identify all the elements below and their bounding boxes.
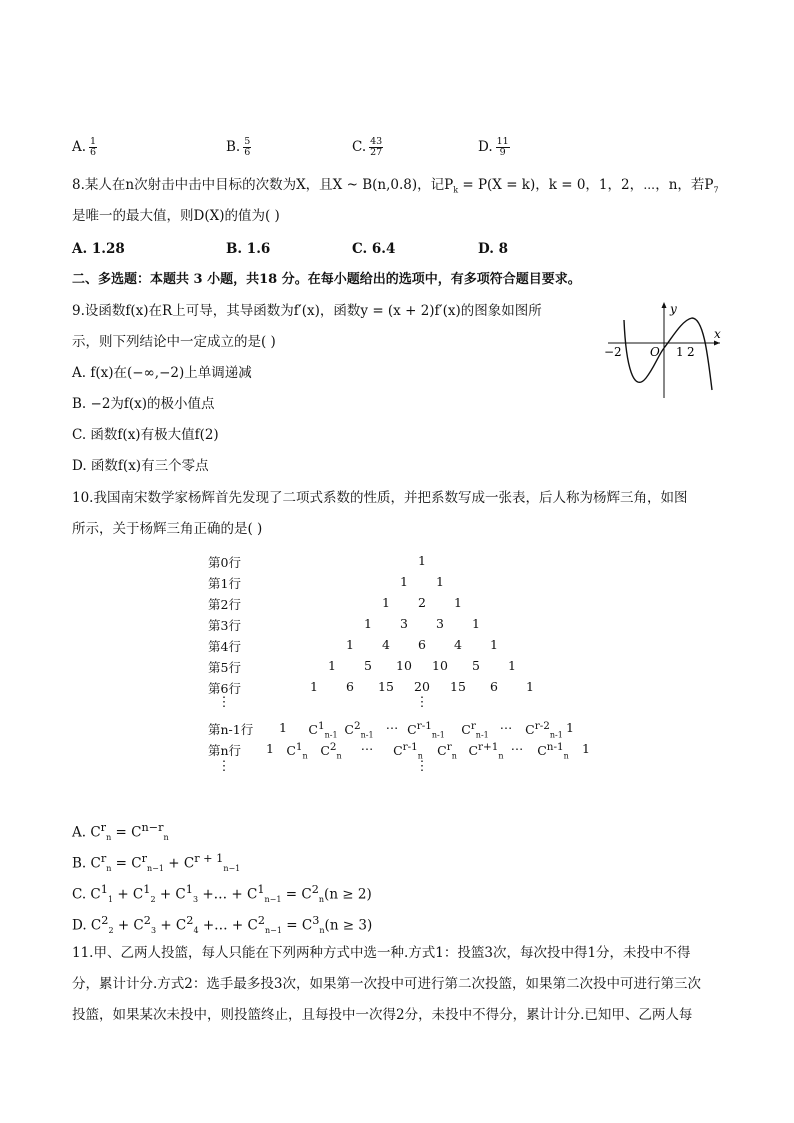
triangle-entry: $C^1_n$ <box>286 741 308 761</box>
q9-function-graph <box>600 298 725 400</box>
triangle-row-label: 第0行 <box>208 555 241 570</box>
triangle-entry: $C^1_{n-1}$ <box>308 720 338 740</box>
triangle-entry: $C^r_{n-1}$ <box>461 720 489 740</box>
numerator: 11 <box>496 136 509 147</box>
numerator: 1 <box>90 136 97 147</box>
tick-label-1: 1 <box>676 345 684 359</box>
vertical-ellipsis: ⋮ <box>415 759 429 774</box>
triangle-entry: 1 <box>364 616 372 631</box>
q9-option-a: A. f(x)在(−∞,−2)上单调递减 <box>72 365 252 381</box>
x-axis-arrow <box>714 341 720 346</box>
q11-stem-line3: 投篮，如果某次未投中，则投篮终止，且每投中一次得2分，未投中不得分，累计计分.已知甲、乙两人每 <box>72 1007 693 1023</box>
triangle-entry: 5 <box>472 658 480 673</box>
triangle-entry: 1 <box>566 720 574 735</box>
triangle-row-label: 第n行 <box>208 743 242 758</box>
triangle-entry: $C^r_n$ <box>437 741 457 761</box>
triangle-row-label: 第3行 <box>208 618 241 633</box>
q8-option-c: C. 6.4 <box>352 241 396 257</box>
q8-option-b: B. 1.6 <box>226 241 271 257</box>
q7-option-b <box>226 137 251 158</box>
triangle-row-label: 第4行 <box>208 639 241 654</box>
triangle-entry: 3 <box>400 616 408 631</box>
fraction <box>243 137 251 158</box>
triangle-entry: 1 <box>508 658 516 673</box>
option-label: B. <box>226 139 241 155</box>
q8-option-a: A. 1.28 <box>72 241 125 257</box>
q10-stem-line1: 10.我国南宋数学家杨辉首先发现了二项式系数的性质，并把系数写成一张表，后人称为杨辉三角，如图 <box>72 490 688 506</box>
triangle-entry: 1 <box>279 720 287 735</box>
section-heading: 二、多选题：本题共 3 小题，共18 分。在每小题给出的选项中，有多项符合题目要求。 <box>72 272 581 287</box>
triangle-entry: ⋯ <box>385 720 399 735</box>
triangle-entry: 4 <box>382 637 390 652</box>
q7-option-c <box>352 137 383 158</box>
denominator: 27 <box>370 147 383 158</box>
triangle-entry: $C^{n-1}_n$ <box>537 741 569 761</box>
triangle-entry: 1 <box>454 595 462 610</box>
q8-stem-line1: 8.某人在n次射击中击中目标的次数为X，且X ~ B(n,0.8)，记$P_k = P(X = k)$，k = 0，1，2，⋯，n，若$P_7$ <box>72 177 719 195</box>
option-label: A. <box>72 139 87 155</box>
triangle-entry: ⋯ <box>510 741 524 756</box>
q11-stem-line1: 11.甲、乙两人投篮，每人只能在下列两种方式中选一种.方式1：投篮3次，每次投中得1分，未投中不得 <box>72 945 691 961</box>
triangle-entry: 1 <box>400 574 408 589</box>
denominator: 6 <box>244 147 251 158</box>
option-label: D. <box>478 139 493 155</box>
triangle-entry: 5 <box>364 658 372 673</box>
q8-option-d: D. 8 <box>478 241 509 257</box>
triangle-entry: $C^{r+1}_n$ <box>468 741 504 761</box>
vertical-ellipsis: ⋮ <box>217 695 231 710</box>
triangle-row-label: 第5行 <box>208 660 241 675</box>
triangle-row-label: 第2行 <box>208 597 241 612</box>
q9-stem-line1: 9.设函数f(x)在R上可导，其导函数为f′(x)，函数y = (x + 2)f′(x)的图象如图所 <box>72 303 542 319</box>
fraction <box>89 137 97 158</box>
curve <box>624 318 712 390</box>
triangle-entry: 4 <box>454 637 462 652</box>
triangle-entry: 1 <box>328 658 336 673</box>
triangle-entry: $C^{r-1}_n$ <box>393 741 423 761</box>
triangle-entry: 1 <box>436 574 444 589</box>
option-label: C. <box>352 139 367 155</box>
vertical-ellipsis: ⋮ <box>415 695 429 710</box>
x-axis-label: x <box>714 327 721 341</box>
triangle-entry: $C^2_{n-1}$ <box>344 720 374 740</box>
tick-label-neg2: −2 <box>604 345 622 359</box>
triangle-entry: $C^2_n$ <box>320 741 342 761</box>
triangle-entry: 20 <box>414 679 430 694</box>
q8-stem-line2: 是唯一的最大值，则D(X)的值为( ) <box>72 208 280 224</box>
triangle-entry: 3 <box>436 616 444 631</box>
triangle-entry: $C^{r-1}_{n-1}$ <box>407 720 445 740</box>
triangle-entry: 1 <box>526 679 534 694</box>
triangle-entry: ⋯ <box>499 720 513 735</box>
y-axis-arrow <box>662 302 667 308</box>
q10-option-d: D. $C^2_2 + C^2_3 + C^2_4$ +… + $C^2_{n-1} = C^3_n(n \ge 3)$ <box>72 914 373 936</box>
y-axis-label: y <box>670 302 677 316</box>
q9-option-c: C. 函数f(x)有极大值f(2) <box>72 427 219 443</box>
tick-label-2: 2 <box>687 345 695 359</box>
fraction <box>496 137 510 158</box>
triangle-entry: 1 <box>582 741 590 756</box>
triangle-entry: 1 <box>472 616 480 631</box>
q10-option-c: C. $C^1_1 + C^1_2 + C^1_3$ +… + $C^1_{n-1} = C^2_n(n \ge 2)$ <box>72 883 372 905</box>
origin-label: O <box>650 345 660 359</box>
triangle-entry: 6 <box>490 679 498 694</box>
triangle-entry: 1 <box>266 741 274 756</box>
triangle-entry: 1 <box>418 553 426 568</box>
triangle-entry: 10 <box>432 658 448 673</box>
denominator: 9 <box>499 147 506 158</box>
triangle-entry: 10 <box>396 658 412 673</box>
vertical-ellipsis: ⋮ <box>217 759 231 774</box>
q10-option-b: B. $C^r_n = C^r_{n-1} + C^{r + 1}_{n-1}$ <box>72 852 241 874</box>
q10-option-a: A. $C^r_n = C^{n-r}_n$ <box>72 821 169 843</box>
q11-stem-line2: 分，累计计分.方式2：选手最多投3次，如果第一次投中可进行第二次投篮，如果第二次投中可进行第三次 <box>72 976 701 992</box>
triangle-entry: 6 <box>346 679 354 694</box>
q9-stem-line2: 示，则下列结论中一定成立的是( ) <box>72 334 276 350</box>
numerator: 5 <box>244 136 251 147</box>
triangle-entry: ⋯ <box>360 741 374 756</box>
triangle-row-label: 第n-1行 <box>208 722 254 737</box>
triangle-entry: 1 <box>382 595 390 610</box>
numerator: 43 <box>370 136 383 147</box>
q9-option-b: B. −2为f(x)的极小值点 <box>72 396 215 412</box>
triangle-entry: 15 <box>378 679 394 694</box>
triangle-entry: 1 <box>346 637 354 652</box>
q10-stem-line2: 所示，关于杨辉三角正确的是( ) <box>72 521 263 537</box>
q7-option-a <box>72 137 97 158</box>
triangle-entry: $C^{r-2}_{n-1}$ <box>525 720 563 740</box>
triangle-row-label: 第1行 <box>208 576 241 591</box>
denominator: 6 <box>90 147 97 158</box>
triangle-entry: 15 <box>450 679 466 694</box>
fraction <box>369 137 383 158</box>
triangle-entry: 2 <box>418 595 426 610</box>
triangle-row-label: 第6行 <box>208 681 241 696</box>
triangle-entry: 6 <box>418 637 426 652</box>
q7-option-d <box>478 137 510 158</box>
triangle-entry: 1 <box>310 679 318 694</box>
triangle-entry: 1 <box>490 637 498 652</box>
q9-option-d: D. 函数f(x)有三个零点 <box>72 458 209 474</box>
